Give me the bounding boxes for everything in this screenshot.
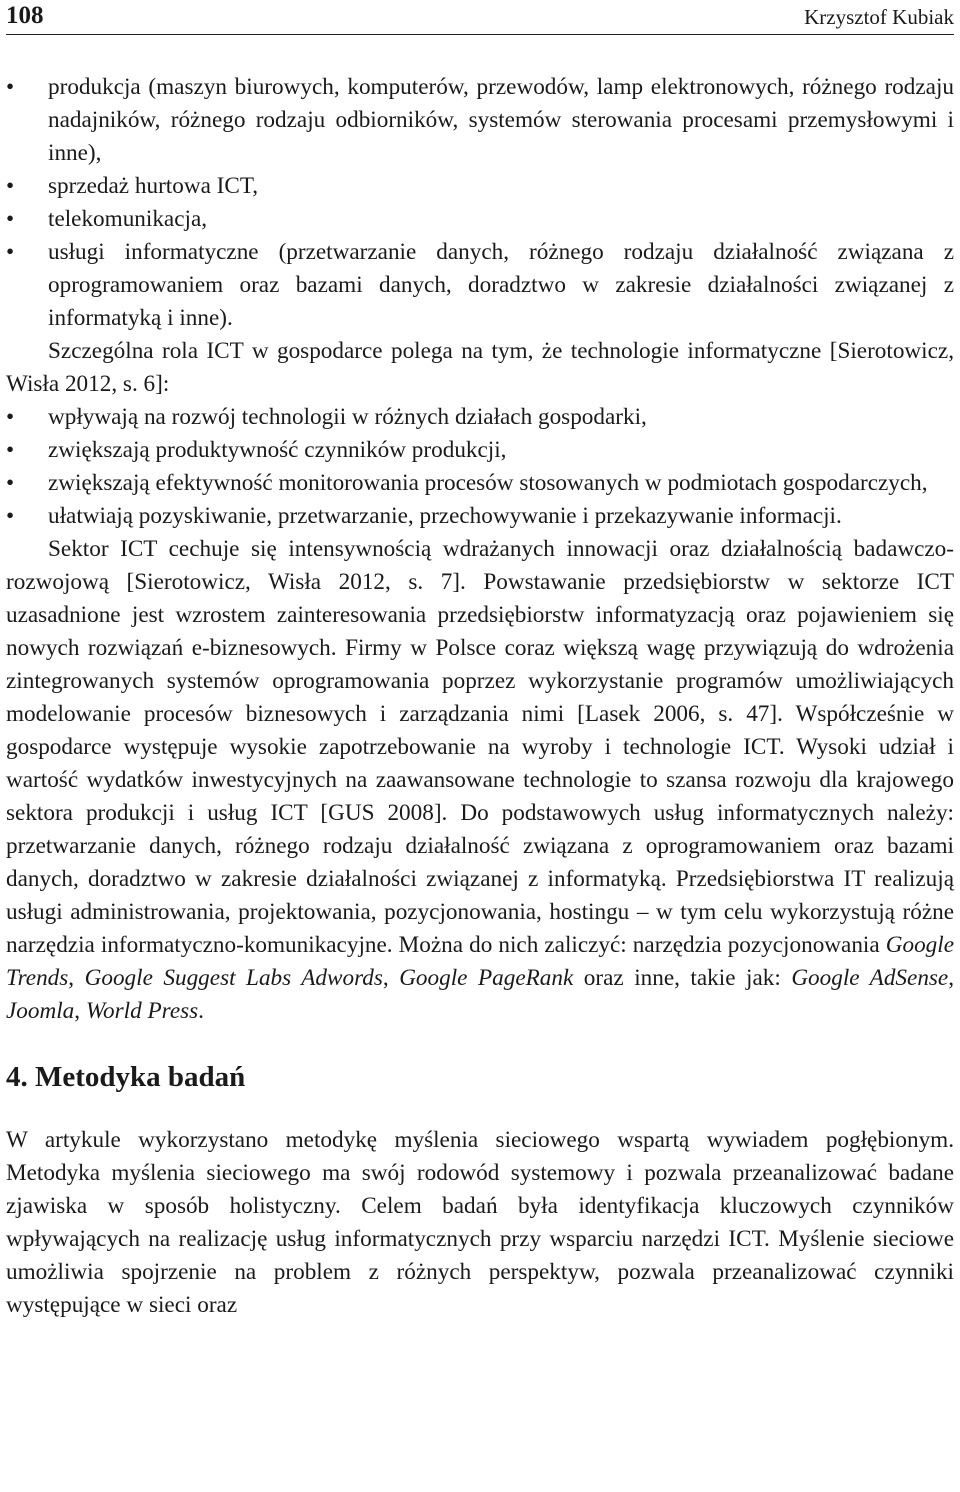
page-number: 108 — [6, 2, 44, 29]
tool-name: Google PageRank — [399, 965, 574, 991]
list-item: • sprzedaż hurtowa ICT, — [6, 170, 954, 203]
tool-name: World Press — [85, 998, 199, 1024]
list-item: • produkcja (maszyn biurowych, komputerów, przewodów, lamp elektronowych, różnego rodzaju nadajników, różnego rodzaju odbiorników, systemów sterowania procesami przemysłowymi i inne), — [6, 71, 954, 170]
running-header-author: Krzysztof Kubiak — [804, 5, 954, 29]
list-item: • telekomunikacja, — [6, 203, 954, 236]
paragraph-ict-sector — [6, 533, 954, 1028]
ict-role-list — [6, 401, 954, 533]
list-item: • zwiększają efektywność monitorowania procesów stosowanych w podmiotach gospodarczych, — [6, 467, 954, 500]
separator: , — [382, 965, 400, 991]
tool-name: Google AdSense — [791, 965, 949, 991]
section-heading: 4. Metodyka badań — [6, 1061, 246, 1093]
list-item: • usługi informatyczne (przetwarzanie danych, różnego rodzaju działalność związana z oprogramowaniem oraz bazami danych, doradztwo w zakresie działalności związanej z informatyką i inne). — [6, 236, 954, 335]
ict-sector-list — [6, 71, 954, 335]
separator: , — [948, 965, 955, 991]
paragraph-text: Sektor ICT cechuje się intensywnością wdrażanych innowacji oraz działalnością badawczo-rozwojową [Sierotowicz, Wisła 2012, s. 7]. Powstawanie przedsiębiorstw w sektorze ICT uzasadnione jest wzrostem zainteresowania przedsiębiorstw informatyzacją oraz pojawieniem się nowych rozwiązań e-biznesowych. Firmy w Polsce coraz większą wagę przywiązują do wdrożenia zintegrowanych systemów oprogramowania poprzez wykorzystanie programów umożliwiających modelowanie procesów biznesowych i zarządzania nimi [Lasek 2006, s. 47]. Współcześnie w gospodarce występuje wysokie zapotrzebowanie na wyroby i technologie ICT. Wysoki udział i wartość wydatków inwestycyjnych na zaawansowane technologie to szansa rozwoju dla krajowego sektora produkcji i usług ICT [GUS 2008]. Do podstawowych usług informatycznych należy: przetwarzanie danych, różnego rodzaju działalność związana z oprogramowaniem oraz bazami danych, doradztwo w zakresie działalności związanej z informatyką. Przedsiębiorstwa IT realizują usługi administrowania, projektowania, pozycjonowania, hostingu – w tym celu wykorzystują różne narzędzia informatyczno-komunikacyjne. Można do nich zaliczyć: narzędzia pozycjonowania — [6, 536, 954, 958]
separator: , — [68, 965, 85, 991]
running-header — [6, 0, 954, 35]
tool-name: Joomla — [6, 998, 75, 1024]
paragraph-methodology: W artykule wykorzystano metodykę myślenia sieciowego wspartą wywiadem pogłębionym. Metodyka myślenia sieciowego ma swój rodowód systemowy i pozwala przeanalizować badane zjawiska w sposób holistyczny. Celem badań była identyfikacja kluczowych czynników wpływających na realizację usług informatycznych przy wsparciu narzędzi ICT. Myślenie sieciowe umożliwia spojrzenie na problem z różnych perspektyw, pozwala przeanalizować czynniki występujące w sieci oraz — [6, 1127, 954, 1318]
list-item: • zwiększają produktywność czynników produkcji, — [6, 434, 954, 467]
list-item: • ułatwiają pozyskiwanie, przetwarzanie, przechowywanie i przekazywanie informacji. — [6, 500, 954, 533]
paragraph-ict-role: Szczególna rola ICT w gospodarce polega na tym, że technologie informatyczne [Sierotowicz, Wisła 2012, s. 6]: — [6, 338, 954, 397]
list-item: • wpływają na rozwój technologii w różnych działach gospodarki, — [6, 401, 954, 434]
paragraph-end: . — [198, 998, 204, 1024]
separator: , — [74, 998, 86, 1024]
body-text — [6, 71, 954, 1322]
tool-name: Google Suggest Labs Adwords — [84, 965, 383, 991]
tool-name: Google Trends — [6, 932, 954, 991]
paragraph-text: oraz inne, takie jak: — [573, 965, 792, 991]
